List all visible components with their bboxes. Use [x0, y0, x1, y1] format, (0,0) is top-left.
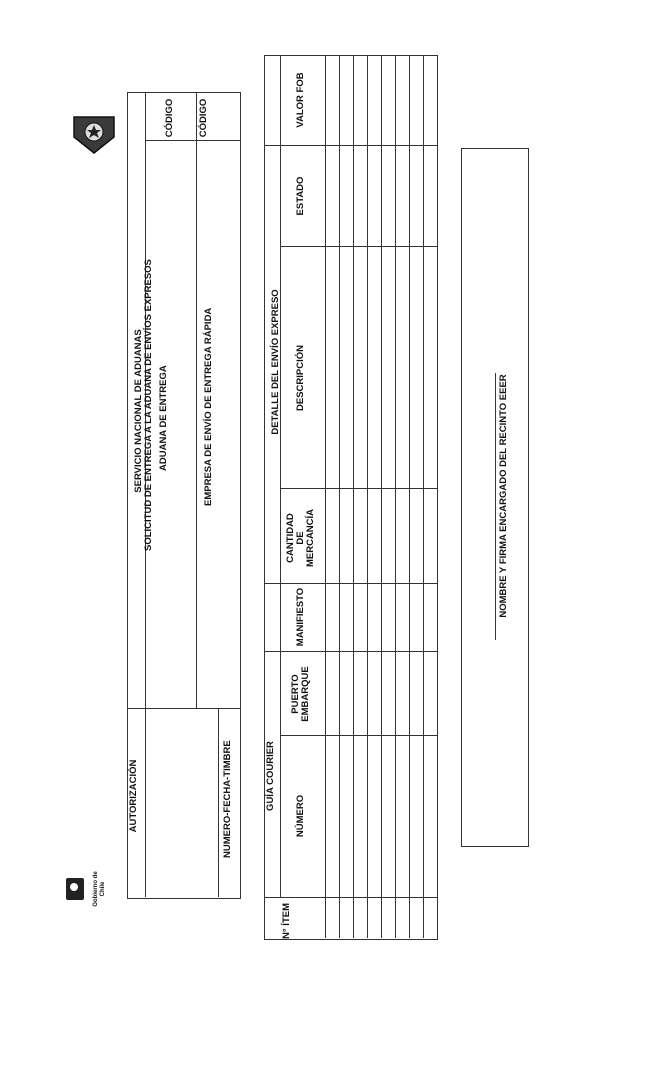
- empresa-label: EMPRESA DE ENVÍO DE ENTREGA RÁPIDA: [203, 307, 214, 506]
- codigo-label-2: CÓDIGO: [198, 98, 209, 138]
- row-line-5: [395, 55, 396, 938]
- aduana-entrega-label: ADUANA DE ENTREGA: [158, 365, 169, 471]
- col-line-cantidad: [264, 583, 437, 584]
- group-header-line: [280, 55, 281, 897]
- detail-table: [264, 55, 438, 940]
- manifiesto-header: MANIFIESTO: [295, 587, 306, 647]
- cantidad-line-1: CANTIDAD: [285, 513, 296, 563]
- title-servicio: SERVICIO NACIONAL DE ADUANAS: [133, 329, 144, 493]
- puerto-header: [291, 664, 313, 724]
- row-line-4: [381, 55, 382, 938]
- puerto-line-1: PUERTO: [290, 674, 301, 714]
- detalle-header: DETALLE DEL ENVÍO EXPRESO: [270, 289, 281, 435]
- col-line-estado: [280, 246, 437, 247]
- numero-header: NÚMERO: [295, 794, 306, 838]
- logo-text: Gobierno de Chile: [93, 871, 106, 907]
- header-row-end: [325, 55, 326, 938]
- descripcion-header: DESCRIPCIÓN: [295, 345, 306, 411]
- aduana-shield-icon: [70, 115, 118, 155]
- signature-line: [495, 373, 496, 640]
- cantidad-header: [286, 506, 318, 570]
- cantidad-line-2: DE: [295, 531, 306, 545]
- codigo-label-1: CÓDIGO: [164, 98, 175, 138]
- row-line-1: [339, 55, 340, 938]
- header-col-line-3: [218, 708, 219, 897]
- row-line-7: [423, 55, 424, 938]
- cantidad-line-3: MERCANCÍA: [305, 508, 316, 568]
- header-divider-codigo: [145, 140, 240, 141]
- header-col-line-2: [196, 92, 197, 708]
- row-line-3: [367, 55, 368, 938]
- col-line-puerto: [280, 735, 437, 736]
- row-line-2: [353, 55, 354, 938]
- col-line-valor: [264, 145, 437, 146]
- logo-flag-star-icon: [70, 883, 78, 891]
- autorizacion-label: AUTORIZACIÓN: [128, 759, 139, 833]
- valor-fob-header: VALOR FOB: [295, 72, 306, 128]
- puerto-line-2: EMBARQUE: [300, 666, 311, 722]
- col-line-descripcion: [280, 488, 437, 489]
- estado-header: ESTADO: [295, 176, 306, 216]
- numero-fecha-timbre-label: NUMERO-FECHA-TIMBRE: [222, 740, 233, 858]
- gobierno-logo: [64, 868, 114, 908]
- item-header: N° ÍTEM: [281, 903, 292, 939]
- guia-courier-header: GUÍA COURIER: [265, 741, 276, 811]
- header-divider-autorizacion: [127, 708, 240, 709]
- row-line-6: [409, 55, 410, 938]
- title-solicitud: SOLICITUD DE ENTREGA A LA ADUANA DE ENVÍOS EXPRESOS: [143, 259, 154, 551]
- signature-label: NOMBRE Y FIRMA ENCARGADO DEL RECINTO EEER: [498, 374, 509, 618]
- col-line-numero: [264, 897, 437, 898]
- col-line-manifiesto: [264, 651, 437, 652]
